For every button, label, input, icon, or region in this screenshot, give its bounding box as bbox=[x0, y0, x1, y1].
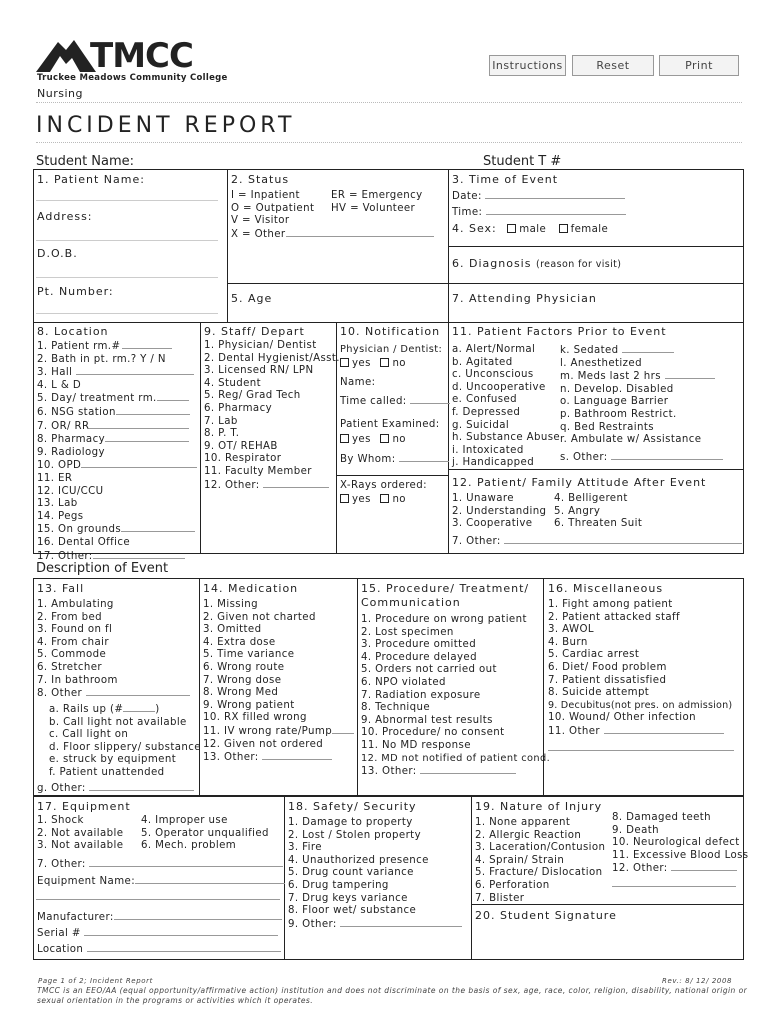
list-item[interactable]: 17. Other: bbox=[37, 550, 197, 564]
location-field[interactable]: Location bbox=[37, 943, 281, 957]
list-item[interactable]: h. Substance Abuse bbox=[452, 432, 561, 444]
staff-list bbox=[204, 340, 340, 492]
list-item[interactable]: 3. Licensed RN/ LPN bbox=[204, 365, 314, 377]
list-item[interactable]: 8. Suicide attempt bbox=[548, 687, 650, 699]
list-item[interactable]: a. Alert/Normal bbox=[452, 344, 536, 355]
no-checkbox[interactable] bbox=[380, 494, 389, 503]
address-label: Address: bbox=[37, 210, 93, 223]
list-item[interactable]: p. Bathroom Restrict. bbox=[560, 408, 677, 420]
list-item[interactable]: 1. Shock bbox=[37, 815, 84, 826]
list-item[interactable]: i. Intoxicated bbox=[452, 444, 524, 456]
list-item[interactable]: 6. NSG station bbox=[37, 406, 197, 420]
safety-list bbox=[288, 817, 462, 931]
list-item[interactable]: b. Agitated bbox=[452, 356, 513, 368]
diagnosis-title: 6. Diagnosis (reason for visit) bbox=[452, 257, 622, 270]
mountain-logo-icon bbox=[36, 38, 96, 74]
list-item[interactable]: 9. Decubitus(not pres. on admission) bbox=[548, 699, 733, 711]
list-item[interactable]: 12. MD not notified of patient cond. bbox=[361, 752, 551, 764]
procedure-list bbox=[361, 614, 550, 779]
list-item[interactable]: 1. Patient rm.# bbox=[37, 340, 197, 354]
list-item[interactable]: 9. OT/ REHAB bbox=[204, 440, 278, 452]
status-inpatient: I = Inpatient bbox=[231, 190, 300, 201]
list-item[interactable]: 3. Fire bbox=[288, 842, 322, 854]
list-item[interactable]: j. Handicapped bbox=[452, 457, 535, 469]
list-item[interactable]: 11. Faculty Member bbox=[204, 465, 312, 477]
attitude-left-list bbox=[452, 493, 546, 531]
list-item[interactable]: 11. Other bbox=[548, 725, 732, 739]
list-item[interactable]: 12. Other: bbox=[204, 479, 340, 493]
list-item[interactable]: s. Other: bbox=[560, 451, 723, 465]
name-label: Name: bbox=[340, 377, 376, 388]
factors-right-list bbox=[560, 344, 723, 464]
list-item[interactable]: 11. IV wrong rate/Pump bbox=[203, 725, 354, 739]
list-item[interactable]: 1. Damage to property bbox=[288, 817, 413, 828]
list-item[interactable]: 12. Other: bbox=[612, 862, 749, 876]
physician-yes-no: yes no bbox=[340, 358, 406, 371]
list-item[interactable]: 1. Procedure on wrong patient bbox=[361, 614, 527, 625]
manufacturer-field[interactable]: Manufacturer: bbox=[37, 911, 282, 925]
list-item[interactable]: 6. Drug tampering bbox=[288, 879, 389, 891]
list-item[interactable]: 2. Understanding bbox=[452, 505, 547, 517]
list-item[interactable]: 4. Belligerent bbox=[554, 493, 628, 504]
list-item[interactable]: 5. Orders not carried out bbox=[361, 664, 497, 676]
list-item[interactable]: q. Bed Restraints bbox=[560, 421, 654, 433]
procedure-title: 15. Procedure/ Treatment/ Communication bbox=[361, 582, 530, 609]
list-item[interactable]: 8. Other bbox=[37, 687, 190, 701]
list-item[interactable]: 3. Found on fl bbox=[37, 624, 113, 636]
list-item[interactable]: 5. Cardiac arrest bbox=[548, 649, 640, 661]
list-item[interactable]: 9. Wrong patient bbox=[203, 699, 295, 711]
injury-right-list bbox=[612, 812, 749, 876]
list-item[interactable]: 5. Reg/ Grad Tech bbox=[204, 390, 301, 402]
description-title: Description of Event bbox=[36, 561, 169, 576]
list-item[interactable]: 7. Radiation exposure bbox=[361, 689, 481, 701]
attitude-title: 12. Patient/ Family Attitude After Event bbox=[452, 476, 707, 489]
staff-depart-title: 9. Staff/ Depart bbox=[204, 325, 305, 338]
list-item[interactable]: r. Ambulate w/ Assistance bbox=[560, 434, 702, 446]
factors-left-list bbox=[452, 344, 560, 470]
list-item[interactable]: 1. Physician/ Dentist bbox=[204, 340, 317, 351]
patient-name-label: 1. Patient Name: bbox=[37, 173, 145, 186]
no-checkbox[interactable] bbox=[380, 358, 389, 367]
list-item[interactable]: 3. Laceration/Contusion bbox=[475, 842, 606, 854]
list-item[interactable]: f. Patient unattended bbox=[49, 766, 165, 778]
list-item[interactable]: 6. Diet/ Food problem bbox=[548, 661, 667, 673]
college-name: Truckee Meadows Community College bbox=[37, 73, 228, 83]
list-item[interactable]: 2. Allergic Reaction bbox=[475, 829, 582, 841]
list-item[interactable]: 4. Procedure delayed bbox=[361, 651, 477, 663]
list-item[interactable]: 11. ER bbox=[37, 472, 73, 484]
yes-checkbox[interactable] bbox=[340, 434, 349, 443]
list-item[interactable]: 10. Neurological defect bbox=[612, 837, 740, 849]
list-item[interactable]: 8. Technique bbox=[361, 702, 431, 714]
list-item[interactable]: l. Anesthetized bbox=[560, 357, 642, 369]
list-item[interactable]: 2. Patient attacked staff bbox=[548, 611, 680, 623]
list-item[interactable]: 9. Other: bbox=[288, 918, 462, 932]
list-item[interactable]: 8. Pharmacy bbox=[37, 433, 197, 447]
date-field[interactable]: Date: bbox=[452, 190, 625, 204]
list-item[interactable]: 12. Given not ordered bbox=[203, 738, 324, 750]
location-title: 8. Location bbox=[37, 325, 109, 338]
equipment-title: 17. Equipment bbox=[37, 800, 131, 813]
time-of-event-title: 3. Time of Event bbox=[452, 173, 559, 186]
list-item[interactable]: 16. Dental Office bbox=[37, 536, 131, 548]
fall-list bbox=[37, 599, 190, 701]
list-item[interactable]: 5. Commode bbox=[37, 649, 107, 661]
equipment-right-list bbox=[141, 815, 269, 853]
injury-left-list bbox=[475, 817, 605, 905]
list-item[interactable]: e. struck by equipment bbox=[49, 754, 177, 766]
list-item[interactable]: 10. Wound/ Other infection bbox=[548, 712, 697, 724]
list-item[interactable]: 7. Blister bbox=[475, 892, 525, 904]
attitude-right-list bbox=[554, 493, 642, 531]
list-item[interactable]: 5. Angry bbox=[554, 505, 601, 517]
list-item[interactable]: e. Confused bbox=[452, 394, 518, 406]
signature-area[interactable] bbox=[475, 925, 737, 955]
list-item[interactable]: 11. No MD response bbox=[361, 739, 471, 751]
list-item[interactable]: 7. Drug keys variance bbox=[288, 892, 408, 904]
list-item[interactable]: b. Call light not available bbox=[49, 716, 187, 728]
status-visitor: V = Visitor bbox=[231, 215, 290, 226]
list-item[interactable]: 5. Drug count variance bbox=[288, 867, 414, 879]
list-item[interactable]: 12. ICU/CCU bbox=[37, 485, 104, 497]
list-item[interactable]: g. Suicidal bbox=[452, 419, 510, 431]
list-item[interactable]: 4. Student bbox=[204, 377, 262, 389]
tmcc-logo bbox=[36, 36, 226, 76]
list-item[interactable]: 2. Bath in pt. rm.? Y / N bbox=[37, 353, 166, 365]
list-item[interactable]: c. Call light on bbox=[49, 729, 129, 741]
list-item[interactable]: 2. Lost specimen bbox=[361, 626, 454, 638]
list-item[interactable]: 3. Procedure omitted bbox=[361, 639, 477, 651]
age-title: 5. Age bbox=[231, 292, 273, 305]
list-item[interactable]: 10. OPD bbox=[37, 459, 197, 473]
list-item[interactable]: 7. Wrong dose bbox=[203, 674, 282, 686]
list-item[interactable]: 14. Pegs bbox=[37, 510, 84, 522]
list-item[interactable]: f. Depressed bbox=[452, 406, 521, 418]
time-called-field[interactable]: Time called: bbox=[340, 395, 450, 409]
location-list bbox=[37, 340, 197, 563]
misc-list bbox=[548, 599, 732, 739]
serial-field[interactable]: Serial # bbox=[37, 927, 278, 941]
department: Nursing bbox=[37, 87, 83, 100]
no-checkbox[interactable] bbox=[380, 434, 389, 443]
list-item[interactable]: 6. Stretcher bbox=[37, 661, 102, 673]
list-item[interactable]: 3. Not available bbox=[37, 840, 124, 852]
xrays-label: X-Rays ordered: bbox=[340, 480, 427, 491]
status-emergency: ER = Emergency bbox=[331, 190, 423, 201]
status-outpatient: O = Outpatient bbox=[231, 203, 315, 214]
fall-sub-list bbox=[49, 703, 201, 780]
miscellaneous-title: 16. Miscellaneous bbox=[548, 582, 664, 595]
notification-title: 10. Notification bbox=[340, 325, 441, 338]
list-item[interactable]: 1. Unaware bbox=[452, 493, 514, 504]
medication-title: 14. Medication bbox=[203, 582, 299, 595]
patient-factors-title: 11. Patient Factors Prior to Event bbox=[452, 325, 667, 338]
list-item[interactable]: 1. None apparent bbox=[475, 817, 571, 828]
status-title: 2. Status bbox=[231, 173, 290, 186]
equipment-left-list bbox=[37, 815, 123, 853]
list-item[interactable]: k. Sedated bbox=[560, 344, 723, 358]
list-item[interactable]: 3. Cooperative bbox=[452, 518, 533, 530]
list-item[interactable]: 2. Dental Hygienist/Asst. bbox=[204, 352, 340, 364]
status-other: X = Other bbox=[231, 228, 434, 242]
page-indicator: Page 1 of 2; Incident Report bbox=[38, 977, 153, 985]
physician-dentist-label: Physician / Dentist: bbox=[340, 344, 443, 355]
page-title: INCIDENT REPORT bbox=[36, 113, 296, 138]
list-item[interactable]: 10. Procedure/ no consent bbox=[361, 727, 505, 739]
list-item[interactable]: 2. Not available bbox=[37, 827, 124, 839]
list-item[interactable]: 13. Lab bbox=[37, 498, 78, 510]
list-item[interactable]: d. Uncooperative bbox=[452, 381, 546, 393]
list-item[interactable]: 13. Other: bbox=[361, 765, 550, 779]
list-item[interactable]: 8. P. T. bbox=[204, 428, 240, 440]
list-item[interactable]: 4. Burn bbox=[548, 636, 588, 648]
medication-list bbox=[203, 599, 354, 765]
equipment-other-field[interactable]: 7. Other: bbox=[37, 858, 283, 872]
list-item[interactable]: 10. RX filled wrong bbox=[203, 712, 307, 724]
list-item[interactable]: m. Meds last 2 hrs bbox=[560, 370, 723, 384]
list-item[interactable]: 1. Fight among patient bbox=[548, 599, 673, 610]
injury-title: 19. Nature of Injury bbox=[475, 800, 603, 813]
sex-field: 4. Sex: male female bbox=[452, 222, 609, 235]
eeo-statement-2: sexual orientation in the programs or activities which it operates. bbox=[37, 996, 314, 1005]
list-item[interactable]: 3. Hall bbox=[37, 366, 197, 380]
male-checkbox[interactable] bbox=[507, 224, 516, 233]
fall-title: 13. Fall bbox=[37, 582, 85, 595]
examined-yes-no: yes no bbox=[340, 434, 406, 447]
student-name-label: Student Name: bbox=[36, 154, 135, 169]
list-item[interactable]: 3. Omitted bbox=[203, 624, 262, 636]
time-field[interactable]: Time: bbox=[452, 206, 626, 220]
list-item[interactable]: n. Develop. Disabled bbox=[560, 383, 674, 395]
yes-checkbox[interactable] bbox=[340, 494, 349, 503]
list-item[interactable]: 9. Radiology bbox=[37, 446, 105, 458]
list-item[interactable]: 6. Perforation bbox=[475, 879, 550, 891]
list-item[interactable]: 15. On grounds bbox=[37, 523, 197, 537]
safety-title: 18. Safety/ Security bbox=[288, 800, 417, 813]
list-item[interactable]: 5. Fracture/ Dislocation bbox=[475, 867, 603, 879]
list-item[interactable]: 5. Day/ treatment rm. bbox=[37, 392, 197, 406]
list-item[interactable]: 6. Mech. problem bbox=[141, 840, 237, 852]
list-item[interactable]: 4. Extra dose bbox=[203, 636, 276, 648]
list-item[interactable]: 7. OR/ RR bbox=[37, 420, 197, 434]
list-item[interactable]: 5. Time variance bbox=[203, 649, 295, 661]
list-item[interactable]: 2. From bed bbox=[37, 611, 103, 623]
attitude-other-field[interactable]: 7. Other: bbox=[452, 535, 742, 549]
instructions-button[interactable]: Instructions bbox=[489, 55, 566, 76]
list-item[interactable]: 2. Given not charted bbox=[203, 611, 316, 623]
student-signature-title: 20. Student Signature bbox=[475, 909, 617, 922]
print-button[interactable]: Print bbox=[659, 55, 739, 76]
list-item[interactable]: 4. L & D bbox=[37, 379, 82, 391]
list-item[interactable]: 5. Operator unqualified bbox=[141, 827, 269, 839]
list-item[interactable]: 6. Pharmacy bbox=[204, 402, 273, 414]
list-item[interactable]: 3. AWOL bbox=[548, 624, 594, 636]
list-item[interactable]: c. Unconscious bbox=[452, 369, 534, 381]
list-item[interactable]: o. Language Barrier bbox=[560, 396, 669, 408]
list-item[interactable]: 4. Unauthorized presence bbox=[288, 854, 429, 866]
female-checkbox[interactable] bbox=[559, 224, 568, 233]
list-item[interactable]: 10. Respirator bbox=[204, 453, 282, 465]
logo-text: TMCC bbox=[90, 36, 193, 76]
list-item[interactable]: 7. In bathroom bbox=[37, 674, 118, 686]
list-item[interactable]: 4. Improper use bbox=[141, 815, 228, 826]
reset-button[interactable]: Reset bbox=[572, 55, 654, 76]
list-item[interactable]: 4. Sprain/ Strain bbox=[475, 854, 565, 866]
list-item[interactable]: 9. Abnormal test results bbox=[361, 714, 493, 726]
status-volunteer: HV = Volunteer bbox=[331, 203, 416, 214]
list-item[interactable]: d. Floor slippery/ substance bbox=[49, 741, 201, 753]
attending-physician-title: 7. Attending Physician bbox=[452, 292, 597, 305]
list-item[interactable]: 11. Excessive Blood Loss bbox=[612, 849, 749, 861]
list-item[interactable]: 13. Other: bbox=[203, 751, 354, 765]
equipment-name-field[interactable]: Equipment Name: bbox=[37, 875, 285, 889]
list-item[interactable]: 6. NPO violated bbox=[361, 676, 446, 688]
list-item[interactable]: 6. Wrong route bbox=[203, 661, 285, 673]
pt-number-label: Pt. Number: bbox=[37, 285, 114, 298]
list-item[interactable]: 1. Ambulating bbox=[37, 599, 114, 610]
list-item[interactable]: 8. Wrong Med bbox=[203, 687, 279, 699]
list-item[interactable]: 7. Lab bbox=[204, 415, 238, 427]
list-item[interactable]: a. Rails up (# ) bbox=[49, 704, 160, 715]
patient-examined-label: Patient Examined: bbox=[340, 419, 440, 430]
revision: Rev.: 8/ 12/ 2008 bbox=[662, 977, 733, 985]
list-item[interactable]: 4. From chair bbox=[37, 636, 109, 648]
list-item[interactable]: 2. Lost / Stolen property bbox=[288, 829, 421, 841]
list-item[interactable]: 6. Threaten Suit bbox=[554, 518, 643, 530]
list-item[interactable]: 8. Damaged teeth bbox=[612, 812, 712, 823]
list-item[interactable]: 1. Missing bbox=[203, 599, 258, 610]
eeo-statement-1: TMCC is an EEO/AA (equal opportunity/affirmative action) institution and does not discriminate on the basis of sex, age, race, color, religion, disability, national origin or bbox=[37, 986, 748, 995]
xrays-yes-no: yes no bbox=[340, 494, 406, 507]
yes-checkbox[interactable] bbox=[340, 358, 349, 367]
list-item[interactable]: 9. Death bbox=[612, 824, 659, 836]
list-item[interactable]: 8. Floor wet/ substance bbox=[288, 905, 417, 917]
fall-other-field[interactable]: g. Other: bbox=[37, 782, 194, 796]
by-whom-field[interactable]: By Whom: bbox=[340, 453, 449, 467]
dob-label: D.O.B. bbox=[37, 247, 78, 260]
list-item[interactable]: 7. Patient dissatisfied bbox=[548, 674, 667, 686]
student-t-label: Student T # bbox=[483, 154, 562, 169]
